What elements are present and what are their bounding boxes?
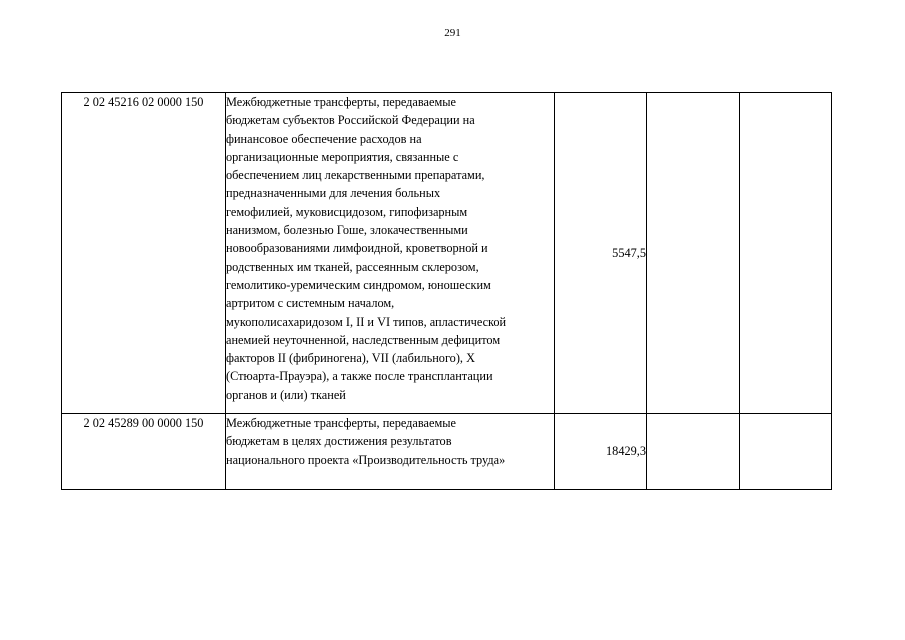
budget-code-cell: 2 02 45216 02 0000 150 <box>62 93 226 414</box>
empty-cell <box>740 93 832 414</box>
description-line: бюджетам в целях достижения результатов <box>226 434 452 449</box>
page-number: 291 <box>444 27 461 39</box>
description-line: органов и (или) тканей <box>226 387 346 402</box>
empty-cell <box>647 414 740 490</box>
description-line: гемолитико-уремическим синдромом, юношеским <box>226 277 491 292</box>
description-line: национального проекта «Производительность труда» <box>226 452 506 467</box>
table-row <box>62 414 832 490</box>
description-line: Межбюджетные трансферты, передаваемые <box>226 95 456 109</box>
amount-cell: 5547,5 <box>555 93 647 414</box>
amount-cell: 18429,3 <box>555 414 647 490</box>
budget-code-cell: 2 02 45289 00 0000 150 <box>62 414 226 490</box>
empty-cell <box>740 414 832 490</box>
empty-cell <box>647 93 740 414</box>
description-line: факторов II (фибриногена), VII (лабильного), X <box>226 351 475 366</box>
description-line: нанизмом, болезнью Гоше, злокачественными <box>226 223 468 238</box>
description-line: бюджетам субъектов Российской Федерации на <box>226 113 475 128</box>
description-line: Межбюджетные трансферты, передаваемые <box>226 416 456 430</box>
description-line: артритом с системным началом, <box>226 296 395 311</box>
description-line: обеспечением лиц лекарственными препаратами, <box>226 168 485 183</box>
description-line: новообразованиями лимфоидной, кроветворной и <box>226 241 488 256</box>
description-cell <box>226 93 555 414</box>
budget-table <box>61 92 832 490</box>
description-line: организационные мероприятия, связанные с <box>226 149 459 164</box>
description-line: предназначенными для лечения больных <box>226 186 441 201</box>
table-row <box>62 93 832 414</box>
description-line: мукополисахаридозом I, II и VI типов, апластической <box>226 314 507 329</box>
description-line: (Стюарта-Прауэра), а также после трансплантации <box>226 369 493 384</box>
description-line: гемофилией, муковисцидозом, гипофизарным <box>226 204 468 219</box>
description-cell <box>226 414 555 490</box>
description-line: анемией неуточненной, наследственным дефицитом <box>226 332 501 347</box>
description-line: финансовое обеспечение расходов на <box>226 131 422 146</box>
description-line: родственных им тканей, рассеянным склерозом, <box>226 259 479 274</box>
